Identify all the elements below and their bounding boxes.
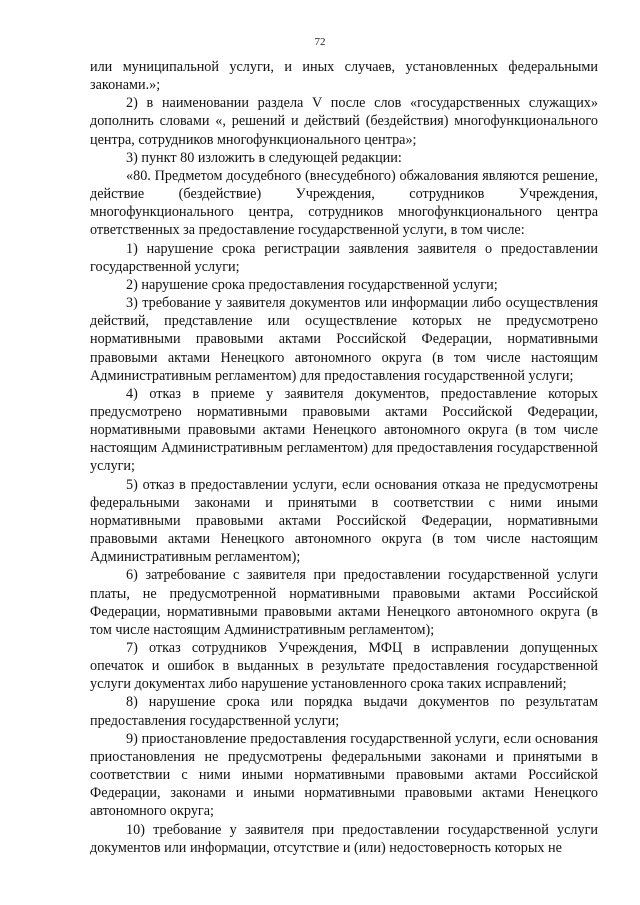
paragraph: 7) отказ сотрудников Учреждения, МФЦ в исправлении допущенных опечаток и ошибок в выданных в результате предоставления государственной услуги документах либо нарушение установленного срока таких исправлений; <box>90 640 598 693</box>
document-body <box>90 58 598 857</box>
paragraph: 6) затребование с заявителя при предоставлении государственной услуги платы, не предусмотренной нормативными правовыми актами Российской Федерации, нормативными правовыми актами Ненецкого автономного округа (в том числе настоящим Административным регламентом); <box>90 567 598 638</box>
page-number: 72 <box>314 36 326 48</box>
paragraph: 4) отказ в приеме у заявителя документов, предоставление которых предусмотрено нормативными правовыми актами Российской Федерации, нормативными правовыми актами Ненецкого автономного округа (в том числе настоящим Административным регламентом) для предоставления государственной услуги; <box>90 385 598 475</box>
paragraph: 9) приостановление предоставления государственной услуги, если основания приостановления не предусмотрены федеральными законами и принятыми в соответствии с ними иными нормативными правовыми актами Российской Федерации, законами и иными нормативными правовыми актами Ненецкого автономного округа; <box>90 730 598 820</box>
paragraph: 5) отказ в предоставлении услуги, если основания отказа не предусмотрены федеральными законами и принятыми в соответствии с ними иными нормативными правовыми актами Российской Федерации, нормативными правовыми актами Ненецкого автономного округа (в том числе настоящим Административным регламентом); <box>90 476 598 566</box>
paragraph: или муниципальной услуги, и иных случаев, установленных федеральными законами.»; <box>90 59 598 94</box>
paragraph: 3) пункт 80 изложить в следующей редакции: <box>126 149 402 166</box>
paragraph: 3) требование у заявителя документов или информации либо осуществления действий, представление или осуществление которых не предусмотрено нормативными правовыми актами Российской Федерации, нормативными правовыми актами Ненецкого автономного округа (в том числе настоящим Административным регламентом) для предоставления государственной услуги; <box>90 295 598 384</box>
paragraph: «80. Предметом досудебного (внесудебного) обжалования являются решение, действие (бездействие) Учреждения, сотрудников Учреждения, многофункционального центра, сотрудников многофункционального центра ответственных за предоставление государственной услуги, в том числе: <box>90 167 598 239</box>
paragraph: 10) требование у заявителя при предоставлении государственной услуги документов или информации, отсутствие и (или) недостоверность которых не <box>90 821 598 856</box>
paragraph: 2) нарушение срока предоставления государственной услуги; <box>126 276 498 293</box>
paragraph: 8) нарушение срока или порядка выдачи документов по результатам предоставления государственной услуги; <box>90 694 598 729</box>
paragraph: 1) нарушение срока регистрации заявления заявителя о предоставлении государственной услуги; <box>90 240 598 275</box>
paragraph: 2) в наименовании раздела V после слов «государственных служащих» дополнить словами «, решений и действий (бездействия) многофункционального центра, сотрудников многофункционального центра»; <box>90 95 598 148</box>
